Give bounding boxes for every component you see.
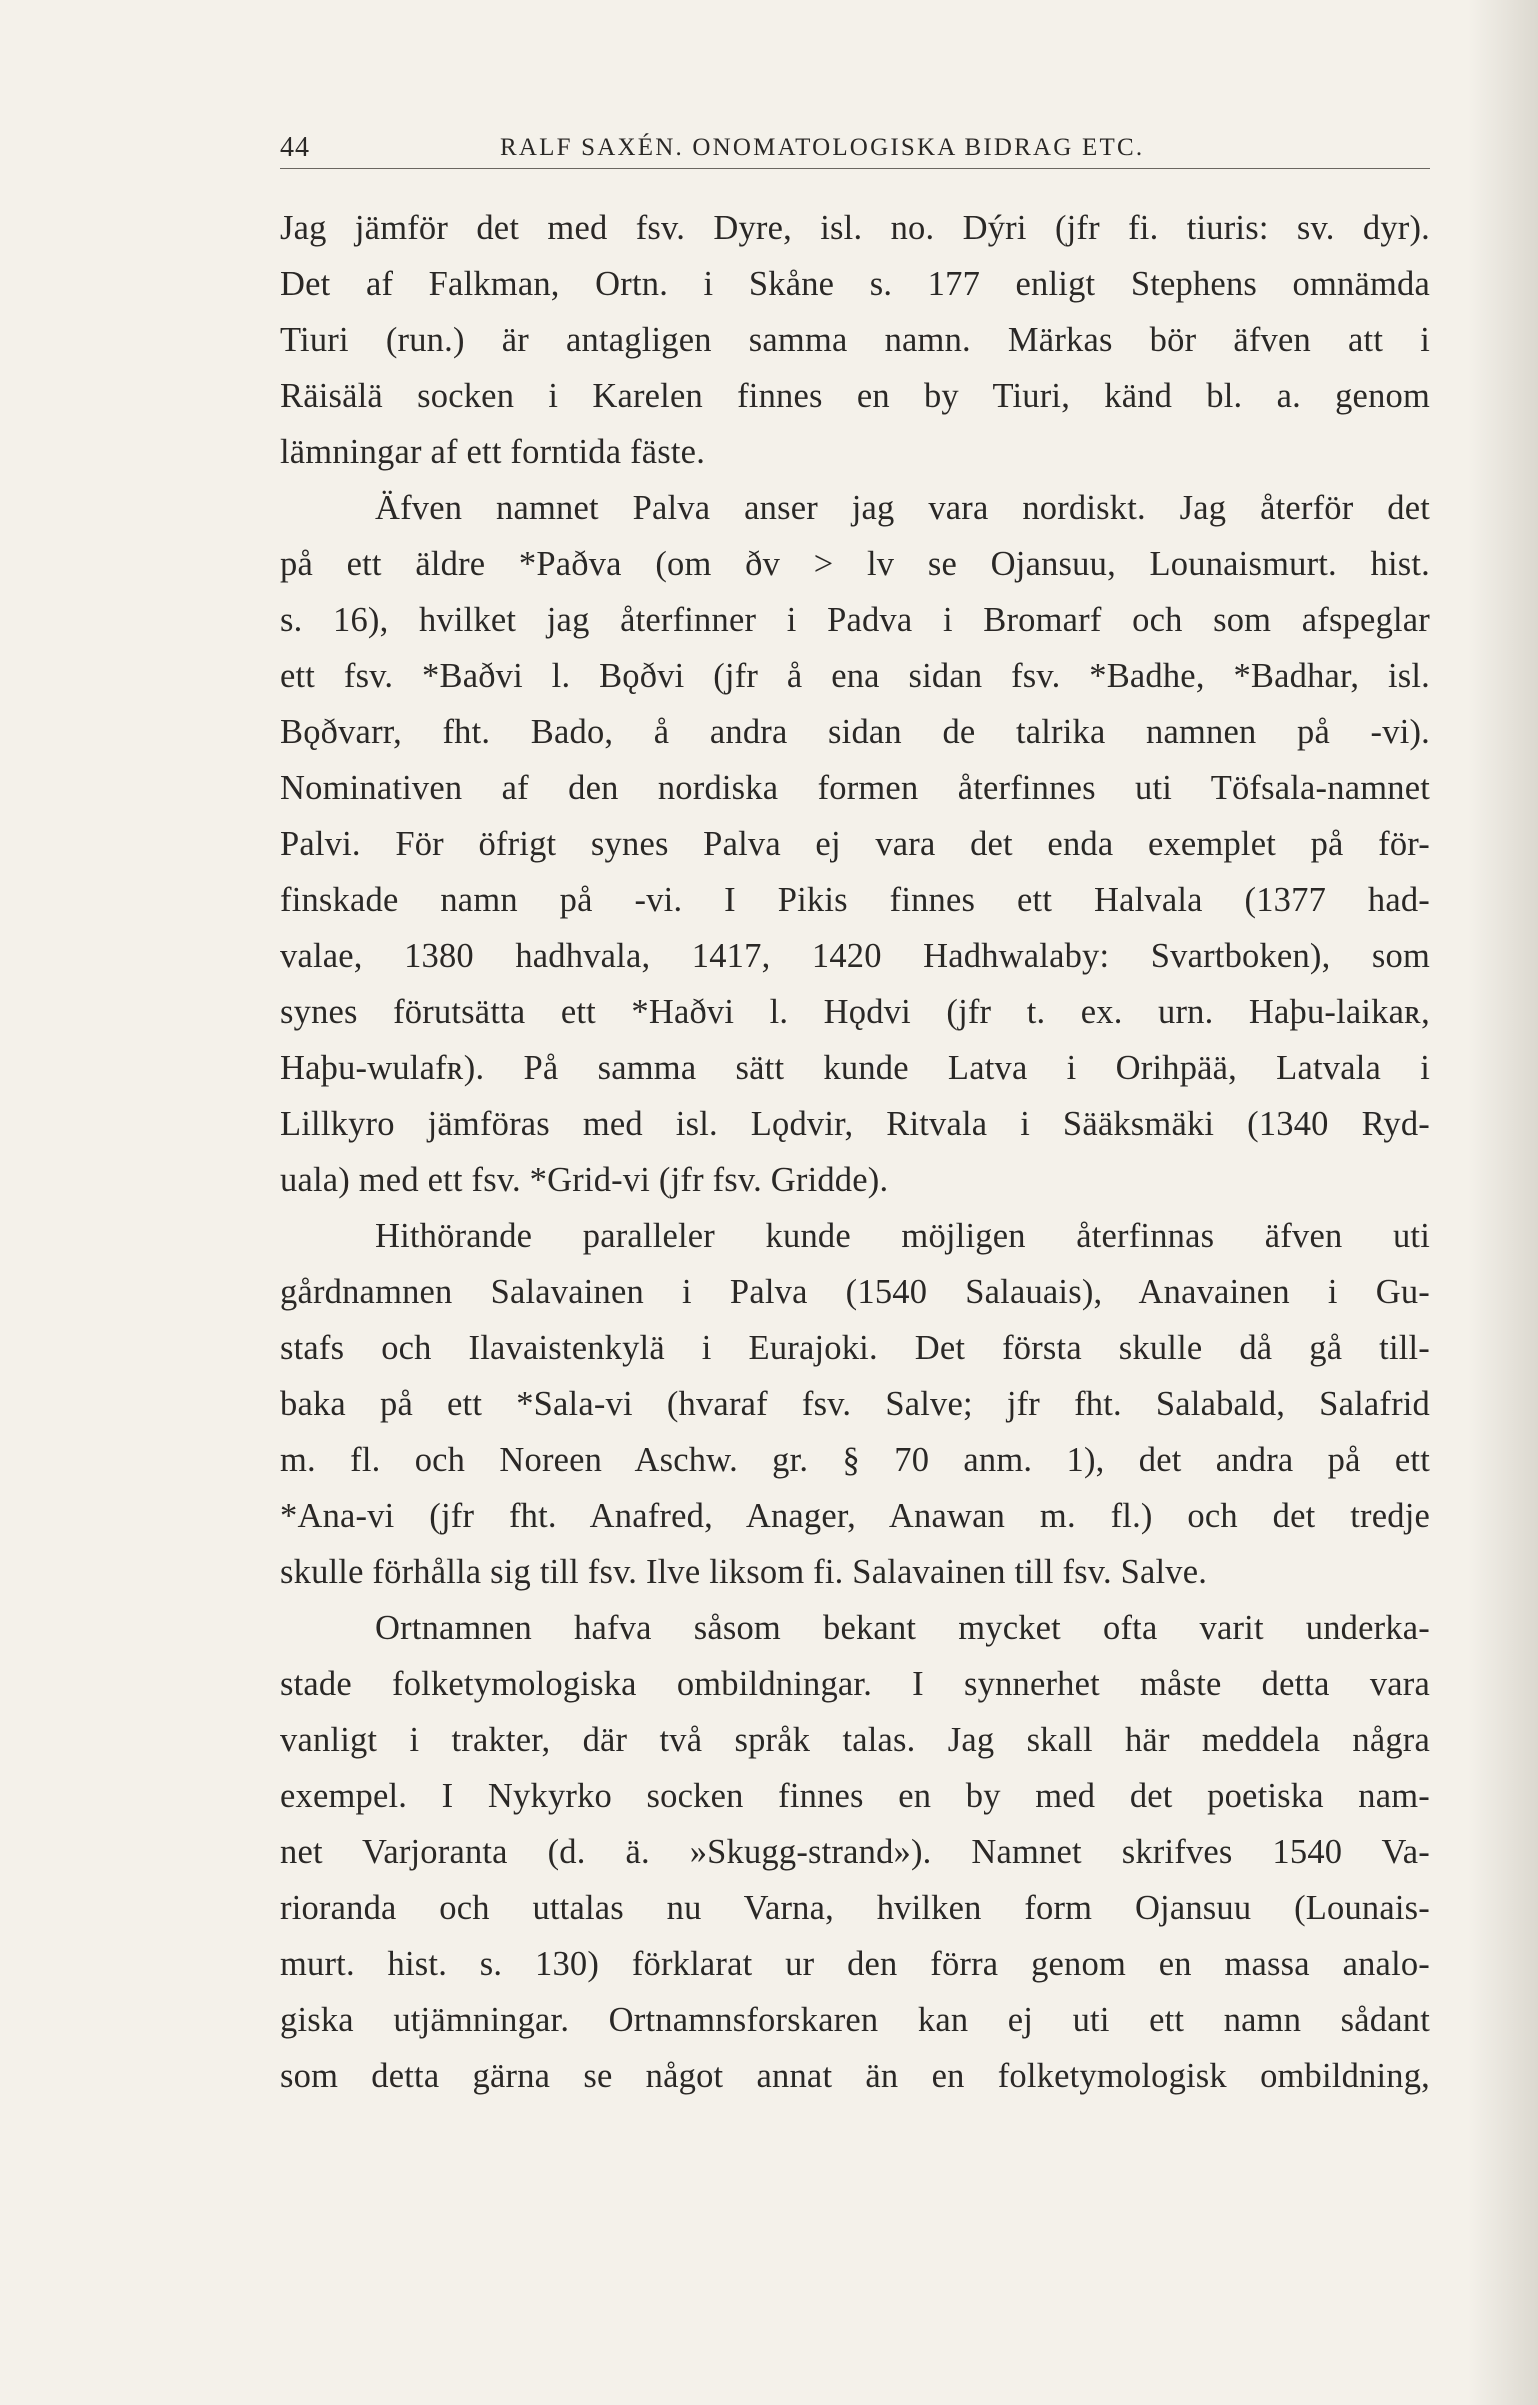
- text-line: Jag jämför det med fsv. Dyre, isl. no. Dýri (jfr fi. tiuris: sv. dyr).: [280, 209, 1430, 247]
- text-line: giska utjämningar. Ortnamnsforskaren kan ej uti ett namn sådant: [280, 2001, 1430, 2039]
- page-edge-shadow: [1468, 0, 1538, 2405]
- text-line: på ett äldre *Paðva (om ðv > lv se Ojansuu, Lounaismurt. hist.: [280, 545, 1430, 583]
- text-line: Nominativen af den nordiska formen återfinnes uti Töfsala-namnet: [280, 769, 1430, 807]
- text-line: m. fl. och Noreen Aschw. gr. § 70 anm. 1), det andra på ett: [280, 1441, 1430, 1479]
- text-line: stafs och Ilavaistenkylä i Eurajoki. Det första skulle då gå till-: [280, 1329, 1430, 1367]
- text-line: Haþu-wulafʀ). På samma sätt kunde Latva i Orihpää, Latvala i: [280, 1049, 1430, 1087]
- text-line: baka på ett *Sala-vi (hvaraf fsv. Salve; jfr fht. Salabald, Salafrid: [280, 1385, 1430, 1423]
- text-line: valae, 1380 hadhvala, 1417, 1420 Hadhwalaby: Svartboken), som: [280, 937, 1430, 975]
- text-line: net Varjoranta (d. ä. »Skugg-strand»). Namnet skrifves 1540 Va-: [280, 1833, 1430, 1871]
- text-line: Bǫðvarr, fht. Bado, å andra sidan de talrika namnen på -vi).: [280, 713, 1430, 751]
- text-line: exempel. I Nykyrko socken finnes en by med det poetiska nam-: [280, 1777, 1430, 1815]
- text-line: murt. hist. s. 130) förklarat ur den förra genom en massa analo-: [280, 1945, 1430, 1983]
- text-line: Räisälä socken i Karelen finnes en by Tiuri, känd bl. a. genom: [280, 377, 1430, 415]
- text-line: skulle förhålla sig till fsv. Ilve liksom fi. Salavainen till fsv. Salve.: [280, 1553, 1208, 1591]
- text-line: rioranda och uttalas nu Varna, hvilken form Ojansuu (Lounais-: [280, 1889, 1430, 1927]
- text-line: uala) med ett fsv. *Grid-vi (jfr fsv. Gridde).: [280, 1161, 889, 1199]
- text-line: lämningar af ett forntida fäste.: [280, 433, 706, 471]
- text-line: gårdnamnen Salavainen i Palva (1540 Salauais), Anavainen i Gu-: [280, 1273, 1430, 1311]
- text-line: Ortnamnen hafva såsom bekant mycket ofta varit underka-: [375, 1609, 1430, 1647]
- page-number: 44: [280, 132, 310, 163]
- text-line: Palvi. För öfrigt synes Palva ej vara det enda exemplet på för-: [280, 825, 1430, 863]
- text-line: Äfven namnet Palva anser jag vara nordiskt. Jag återför det: [375, 489, 1430, 527]
- text-line: Det af Falkman, Ortn. i Skåne s. 177 enligt Stephens omnämda: [280, 265, 1430, 303]
- text-line: synes förutsätta ett *Haðvi l. Hǫdvi (jfr t. ex. urn. Haþu-laikaʀ,: [280, 993, 1430, 1031]
- text-line: stade folketymologiska ombildningar. I synnerhet måste detta vara: [280, 1665, 1430, 1703]
- text-line: s. 16), hvilket jag återfinner i Padva i Bromarf och som afspeglar: [280, 601, 1430, 639]
- page-header: [280, 128, 1430, 169]
- text-line: ett fsv. *Baðvi l. Bǫðvi (jfr å ena sidan fsv. *Badhe, *Badhar, isl.: [280, 657, 1430, 695]
- text-line: vanligt i trakter, där två språk talas. Jag skall här meddela några: [280, 1721, 1430, 1759]
- text-line: Hithörande paralleler kunde möjligen återfinnas äfven uti: [375, 1217, 1430, 1255]
- text-line: Tiuri (run.) är antagligen samma namn. Märkas bör äfven att i: [280, 321, 1430, 359]
- running-title: RALF SAXÉN. ONOMATOLOGISKA BIDRAG ETC.: [500, 134, 1145, 161]
- text-line: finskade namn på -vi. I Pikis finnes ett Halvala (1377 had-: [280, 881, 1430, 919]
- text-line: Lillkyro jämföras med isl. Lǫdvir, Ritvala i Sääksmäki (1340 Ryd-: [280, 1105, 1430, 1143]
- text-line: *Ana-vi (jfr fht. Anafred, Anager, Anawan m. fl.) och det tredje: [280, 1497, 1430, 1535]
- text-line: som detta gärna se något annat än en folketymologisk ombildning,: [280, 2057, 1430, 2095]
